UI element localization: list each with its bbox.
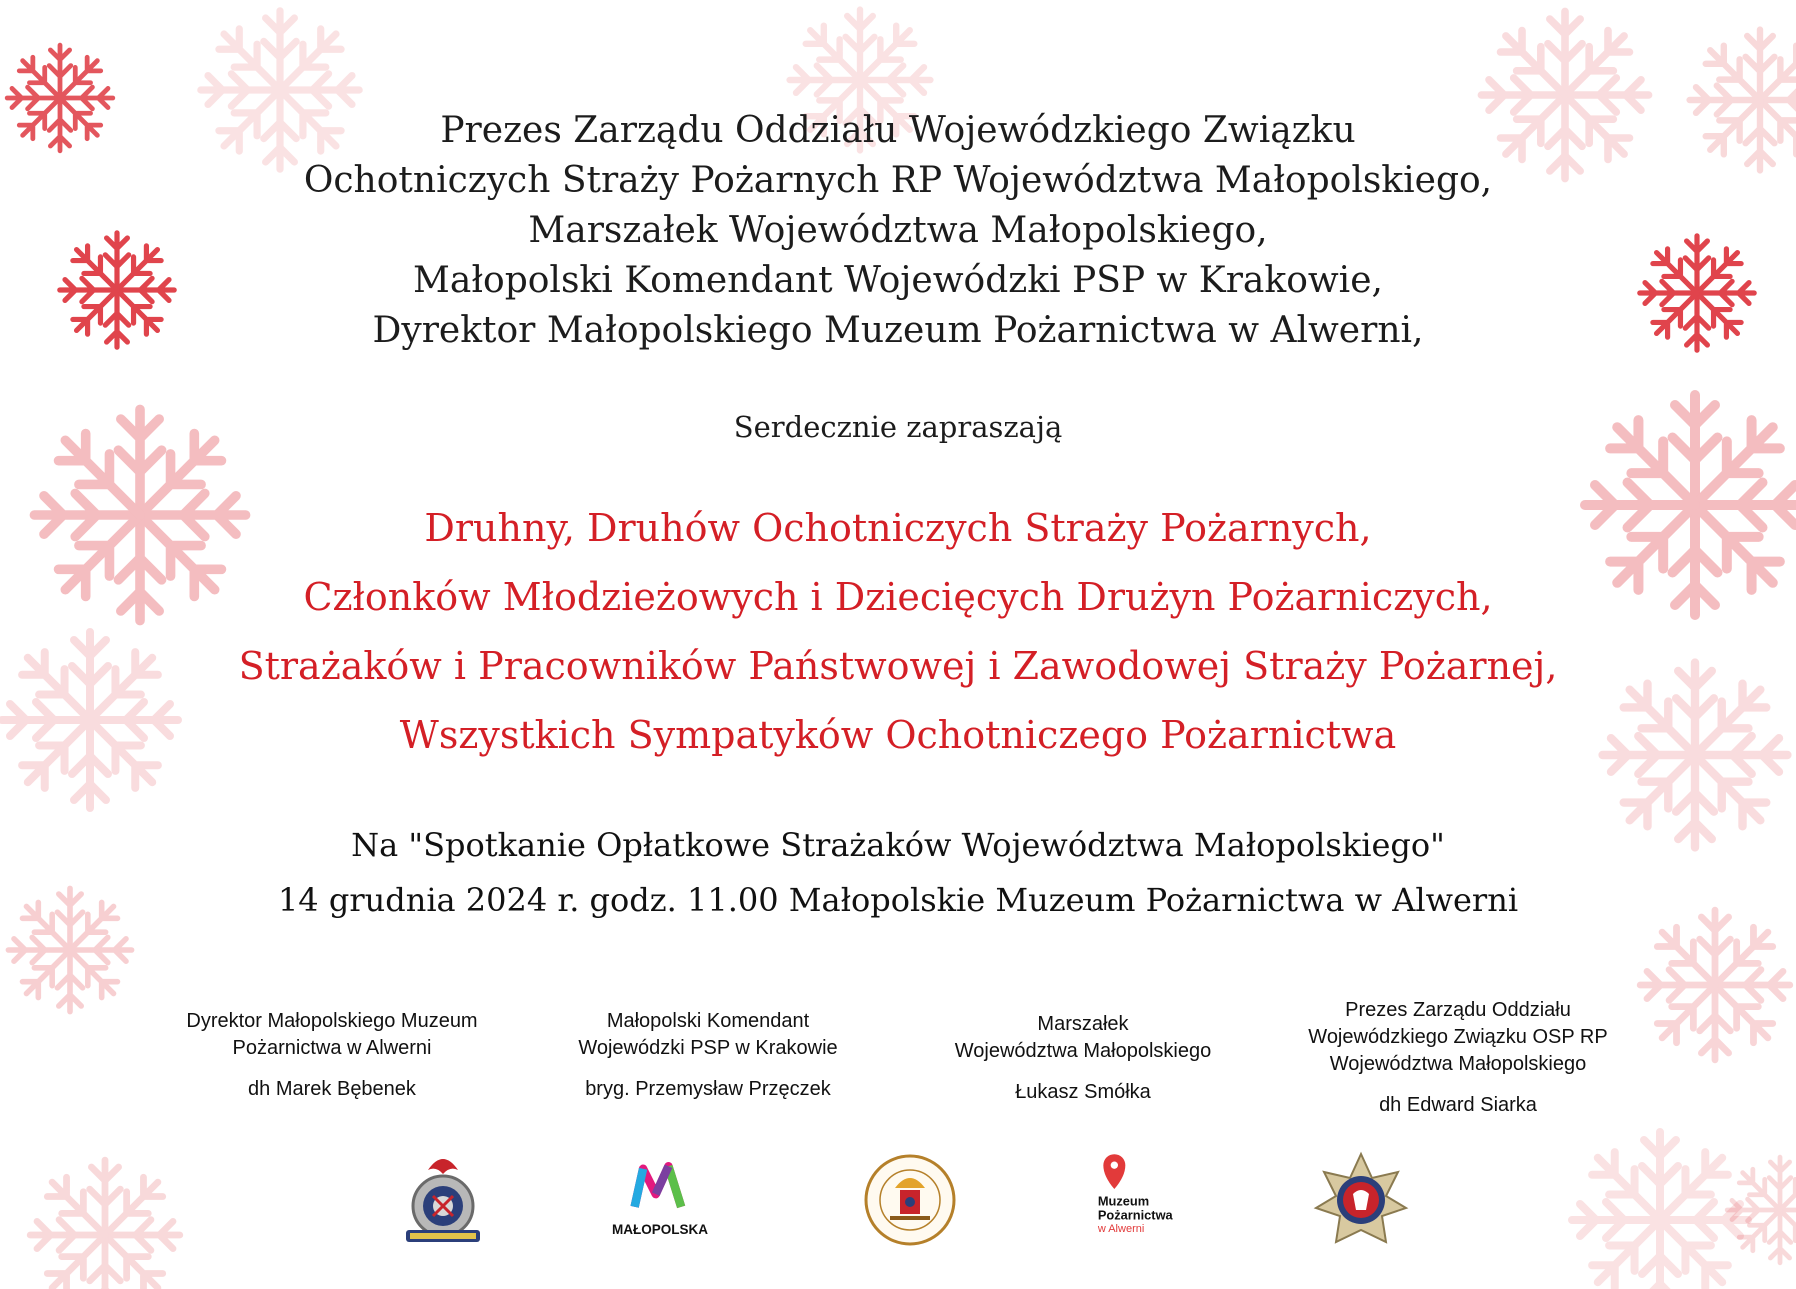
- signatory-title: Województwa Małopolskiego: [1329, 1053, 1587, 1075]
- signatory-title: Wojewódzki PSP w Krakowie: [578, 1037, 838, 1059]
- museum-label: w Alwerni: [1097, 1223, 1145, 1236]
- host-line: Marszałek Województwa Małopolskiego,: [528, 210, 1268, 251]
- host-line: Dyrektor Małopolskiego Muzeum Pożarnictwa w Alwerni,: [372, 310, 1424, 351]
- event-date-place: 14 grudnia 2024 r. godz. 11.00 Małopolskie Muzeum Pożarnictwa w Alwerni: [277, 881, 1519, 919]
- signatory-title: Prezes Zarządu Oddziału: [1345, 999, 1571, 1021]
- signatory-title: Małopolski Komendant: [606, 1010, 810, 1032]
- signatory-title: Województwa Małopolskiego: [954, 1040, 1212, 1062]
- osp-cross-emblem-icon: [1306, 1148, 1416, 1253]
- host-line: Ochotniczych Straży Pożarnych RP Województwa Małopolskiego,: [303, 160, 1493, 201]
- signatory-marshal: [883, 1011, 1283, 1106]
- signatory-title: Pożarnictwa w Alwerni: [232, 1037, 432, 1059]
- signatory-psp-commander: [508, 1008, 908, 1103]
- museum-label: Pożarnictwa: [1097, 1207, 1173, 1223]
- signatory-museum-director: [132, 1008, 532, 1103]
- museum-pin-icon: [1085, 1148, 1195, 1253]
- guests-block: [0, 494, 1796, 770]
- signatory-name: bryg. Przemysław Przęczek: [585, 1078, 831, 1100]
- signatory-name: Łukasz Smółka: [1015, 1081, 1151, 1103]
- malopolska-label: MAŁOPOLSKA: [611, 1221, 709, 1237]
- guest-line: Członków Młodzieżowych i Dziecięcych Drużyn Pożarniczych,: [303, 575, 1493, 619]
- event-title: Na "Spotkanie Opłatkowe Strażaków Województwa Małopolskiego": [351, 826, 1445, 864]
- signatory-title: Wojewódzkiego Związku OSP RP: [1308, 1026, 1608, 1048]
- guest-line: Druhny, Druhów Ochotniczych Straży Pożarnych,: [424, 506, 1372, 550]
- psp-emblem-icon: [388, 1148, 498, 1253]
- osp-oddzial-emblem-icon: [855, 1148, 965, 1253]
- signatory-title: Marszałek: [1037, 1013, 1129, 1035]
- signatory-name: dh Edward Siarka: [1379, 1094, 1537, 1116]
- malopolska-logo-icon: [605, 1148, 715, 1253]
- museum-label: Muzeum: [1097, 1193, 1150, 1209]
- hosts-block: [0, 106, 1796, 356]
- event-block: [0, 818, 1796, 928]
- signatory-osp-president: [1258, 997, 1658, 1119]
- guest-line: Wszystkich Sympatyków Ochotniczego Pożarnictwa: [399, 713, 1397, 757]
- snowflake-icon: [1720, 1150, 1796, 1270]
- invite-text: Serdecznie zapraszają: [733, 410, 1063, 444]
- guest-line: Strażaków i Pracowników Państwowej i Zawodowej Straży Pożarnej,: [238, 644, 1558, 688]
- host-line: Prezes Zarządu Oddziału Wojewódzkiego Związku: [440, 110, 1356, 151]
- signatory-name: dh Marek Bębenek: [248, 1078, 416, 1100]
- snowflake-icon: [20, 1150, 190, 1289]
- signatory-title: Dyrektor Małopolskiego Muzeum: [186, 1010, 478, 1032]
- host-line: Małopolski Komendant Wojewódzki PSP w Krakowie,: [413, 260, 1383, 301]
